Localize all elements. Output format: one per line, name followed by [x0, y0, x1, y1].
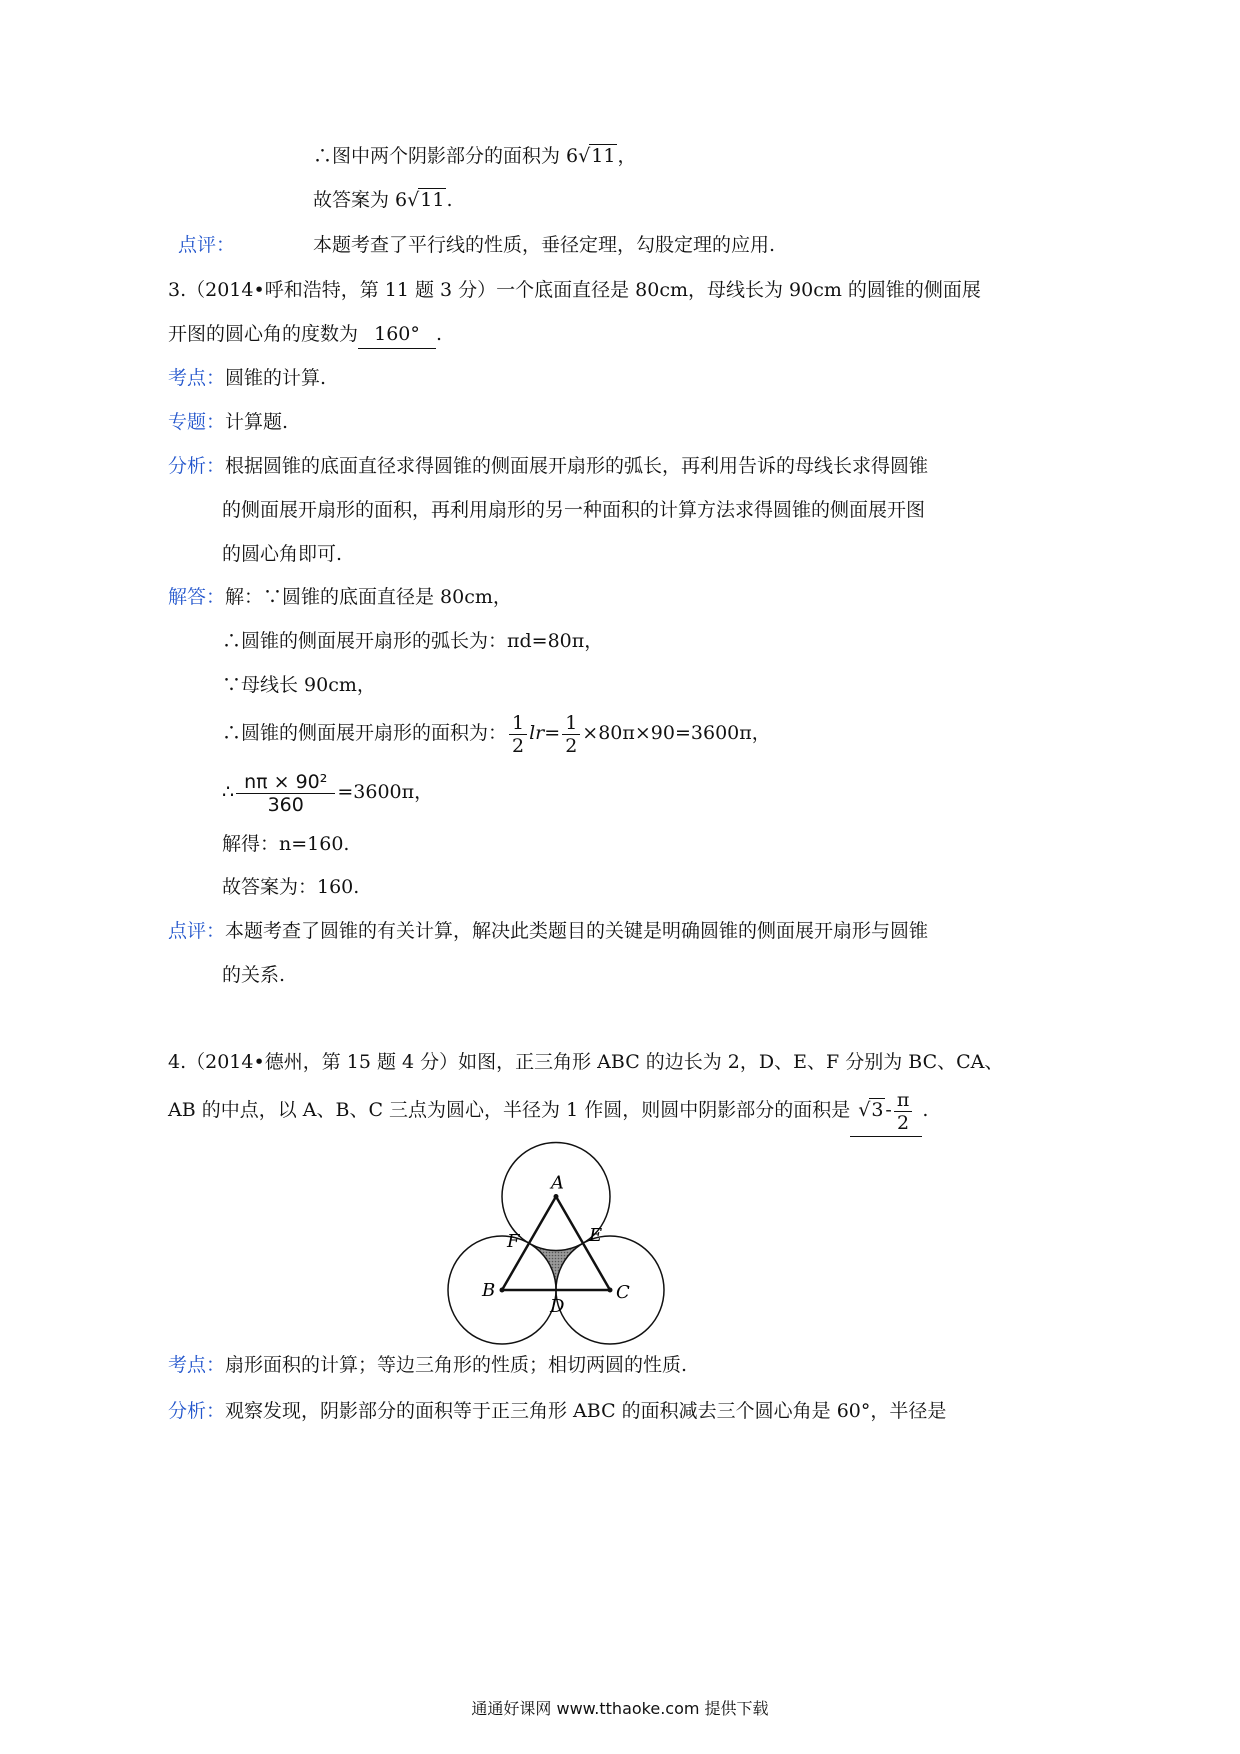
point-a-dot	[554, 1194, 559, 1199]
q4-fenxi: 分析：观察发现，阴影部分的面积等于正三角形 ABC 的面积减去三个圆心角是 60°，半径是	[168, 1400, 947, 1422]
answer-line-2: 故答案为 6√11 .	[313, 186, 452, 214]
review-row	[178, 231, 235, 259]
zhuanti-label: 专题：	[168, 411, 226, 433]
point-b-dot	[500, 1288, 505, 1293]
review-text: 本题考查了平行线的性质，垂径定理，勾股定理的应用.	[313, 234, 776, 256]
q4-kaodian: 考点：扇形面积的计算；等边三角形的性质；相切两圆的性质.	[168, 1354, 688, 1376]
q3-kaodian: 考点：圆锥的计算.	[168, 367, 327, 389]
label-e: E	[589, 1225, 603, 1247]
q3-answer-blank: 160°	[358, 320, 436, 349]
review-label: 点评：	[178, 234, 236, 256]
answer-line-1: ∴图中两个阴影部分的面积为 6√11 ，	[313, 142, 636, 170]
fraction: $\frac{\pi}{2}$	[894, 1089, 913, 1134]
q3-pingjia-line-2: 的关系.	[222, 964, 286, 986]
q3-jieda-line-5: ∴ $\frac{\text{nπ × 90²}}{360}$ =3600π，	[222, 770, 434, 816]
q4-stem-line-2: AB 的中点，以 A、B、C 三点为圆心，半径为 1 作圆，则圆中阴影部分的面积是 √3 - $\frac{\pi}{2}$ .	[168, 1084, 928, 1137]
label-c: C	[616, 1282, 630, 1303]
jieda-label: 解答：	[168, 586, 226, 608]
sqrt-expression: √11	[407, 189, 445, 211]
fraction: $\frac{1}{2}$	[509, 712, 527, 757]
q3-fenxi: 分析：根据圆锥的底面直径求得圆锥的侧面展开扇形的弧长，再利用告诉的母线长求得圆锥	[168, 455, 929, 477]
fenxi-label: 分析：	[168, 455, 226, 477]
q3-jieda-line-3: ∵母线长 90cm，	[222, 674, 376, 696]
label-d: D	[550, 1296, 565, 1317]
q3-jieda-line-7: 故答案为：160.	[222, 876, 360, 898]
sqrt-expression: √11	[578, 145, 616, 167]
kaodian-label: 考点：	[168, 1354, 226, 1376]
q3-jieda-line-2: ∴圆锥的侧面展开扇形的弧长为：πd=80π，	[222, 630, 604, 652]
label-f: F	[507, 1231, 520, 1253]
q3-fenxi-line-3: 的圆心角即可.	[222, 543, 343, 565]
q3-jieda: 解答：解：∵圆锥的底面直径是 80cm，	[168, 586, 512, 608]
kaodian-label: 考点：	[168, 367, 226, 389]
q3-stem-line-2: 开图的圆心角的度数为 160° .	[168, 320, 442, 349]
q3-jieda-line-4: ∴圆锥的侧面展开扇形的面积为： $\frac{1}{2}$ lr= $\frac{1}{2}$ ×80π×90=3600π，	[222, 711, 771, 757]
q4-stem-line-1: 4.（2014•德州，第 15 题 4 分）如图，正三角形 ABC 的边长为 2，D、E、F 分别为 BC、CA、	[168, 1051, 1004, 1073]
label-b: B	[482, 1280, 496, 1301]
point-c-dot	[608, 1288, 613, 1293]
page-footer: 通通好课网 www.tthaoke.com 提供下载	[471, 1699, 769, 1718]
pingjia-label: 点评：	[168, 920, 226, 942]
q3-zhuanti: 专题：计算题.	[168, 411, 289, 433]
fraction: $\frac{1}{2}$	[562, 712, 580, 757]
q4-answer-blank: √3 - $\frac{\pi}{2}$	[850, 1084, 922, 1137]
q3-pingjia: 点评：本题考查了圆锥的有关计算，解决此类题目的关键是明确圆锥的侧面展开扇形与圆锥	[168, 920, 929, 942]
fraction: $\frac{\text{nπ × 90²}}{360}$	[236, 771, 335, 816]
q3-fenxi-line-2: 的侧面展开扇形的面积，再利用扇形的另一种面积的计算方法求得圆锥的侧面展开图	[222, 499, 926, 521]
geometry-figure	[440, 1140, 680, 1370]
q3-jieda-line-6: 解得：n=160.	[222, 833, 350, 855]
label-a: A	[551, 1172, 564, 1194]
q3-stem-line-1: 3.（2014•呼和浩特，第 11 题 3 分）一个底面直径是 80cm，母线长为 90cm 的圆锥的侧面展	[168, 279, 981, 301]
fenxi-label: 分析：	[168, 1400, 226, 1422]
